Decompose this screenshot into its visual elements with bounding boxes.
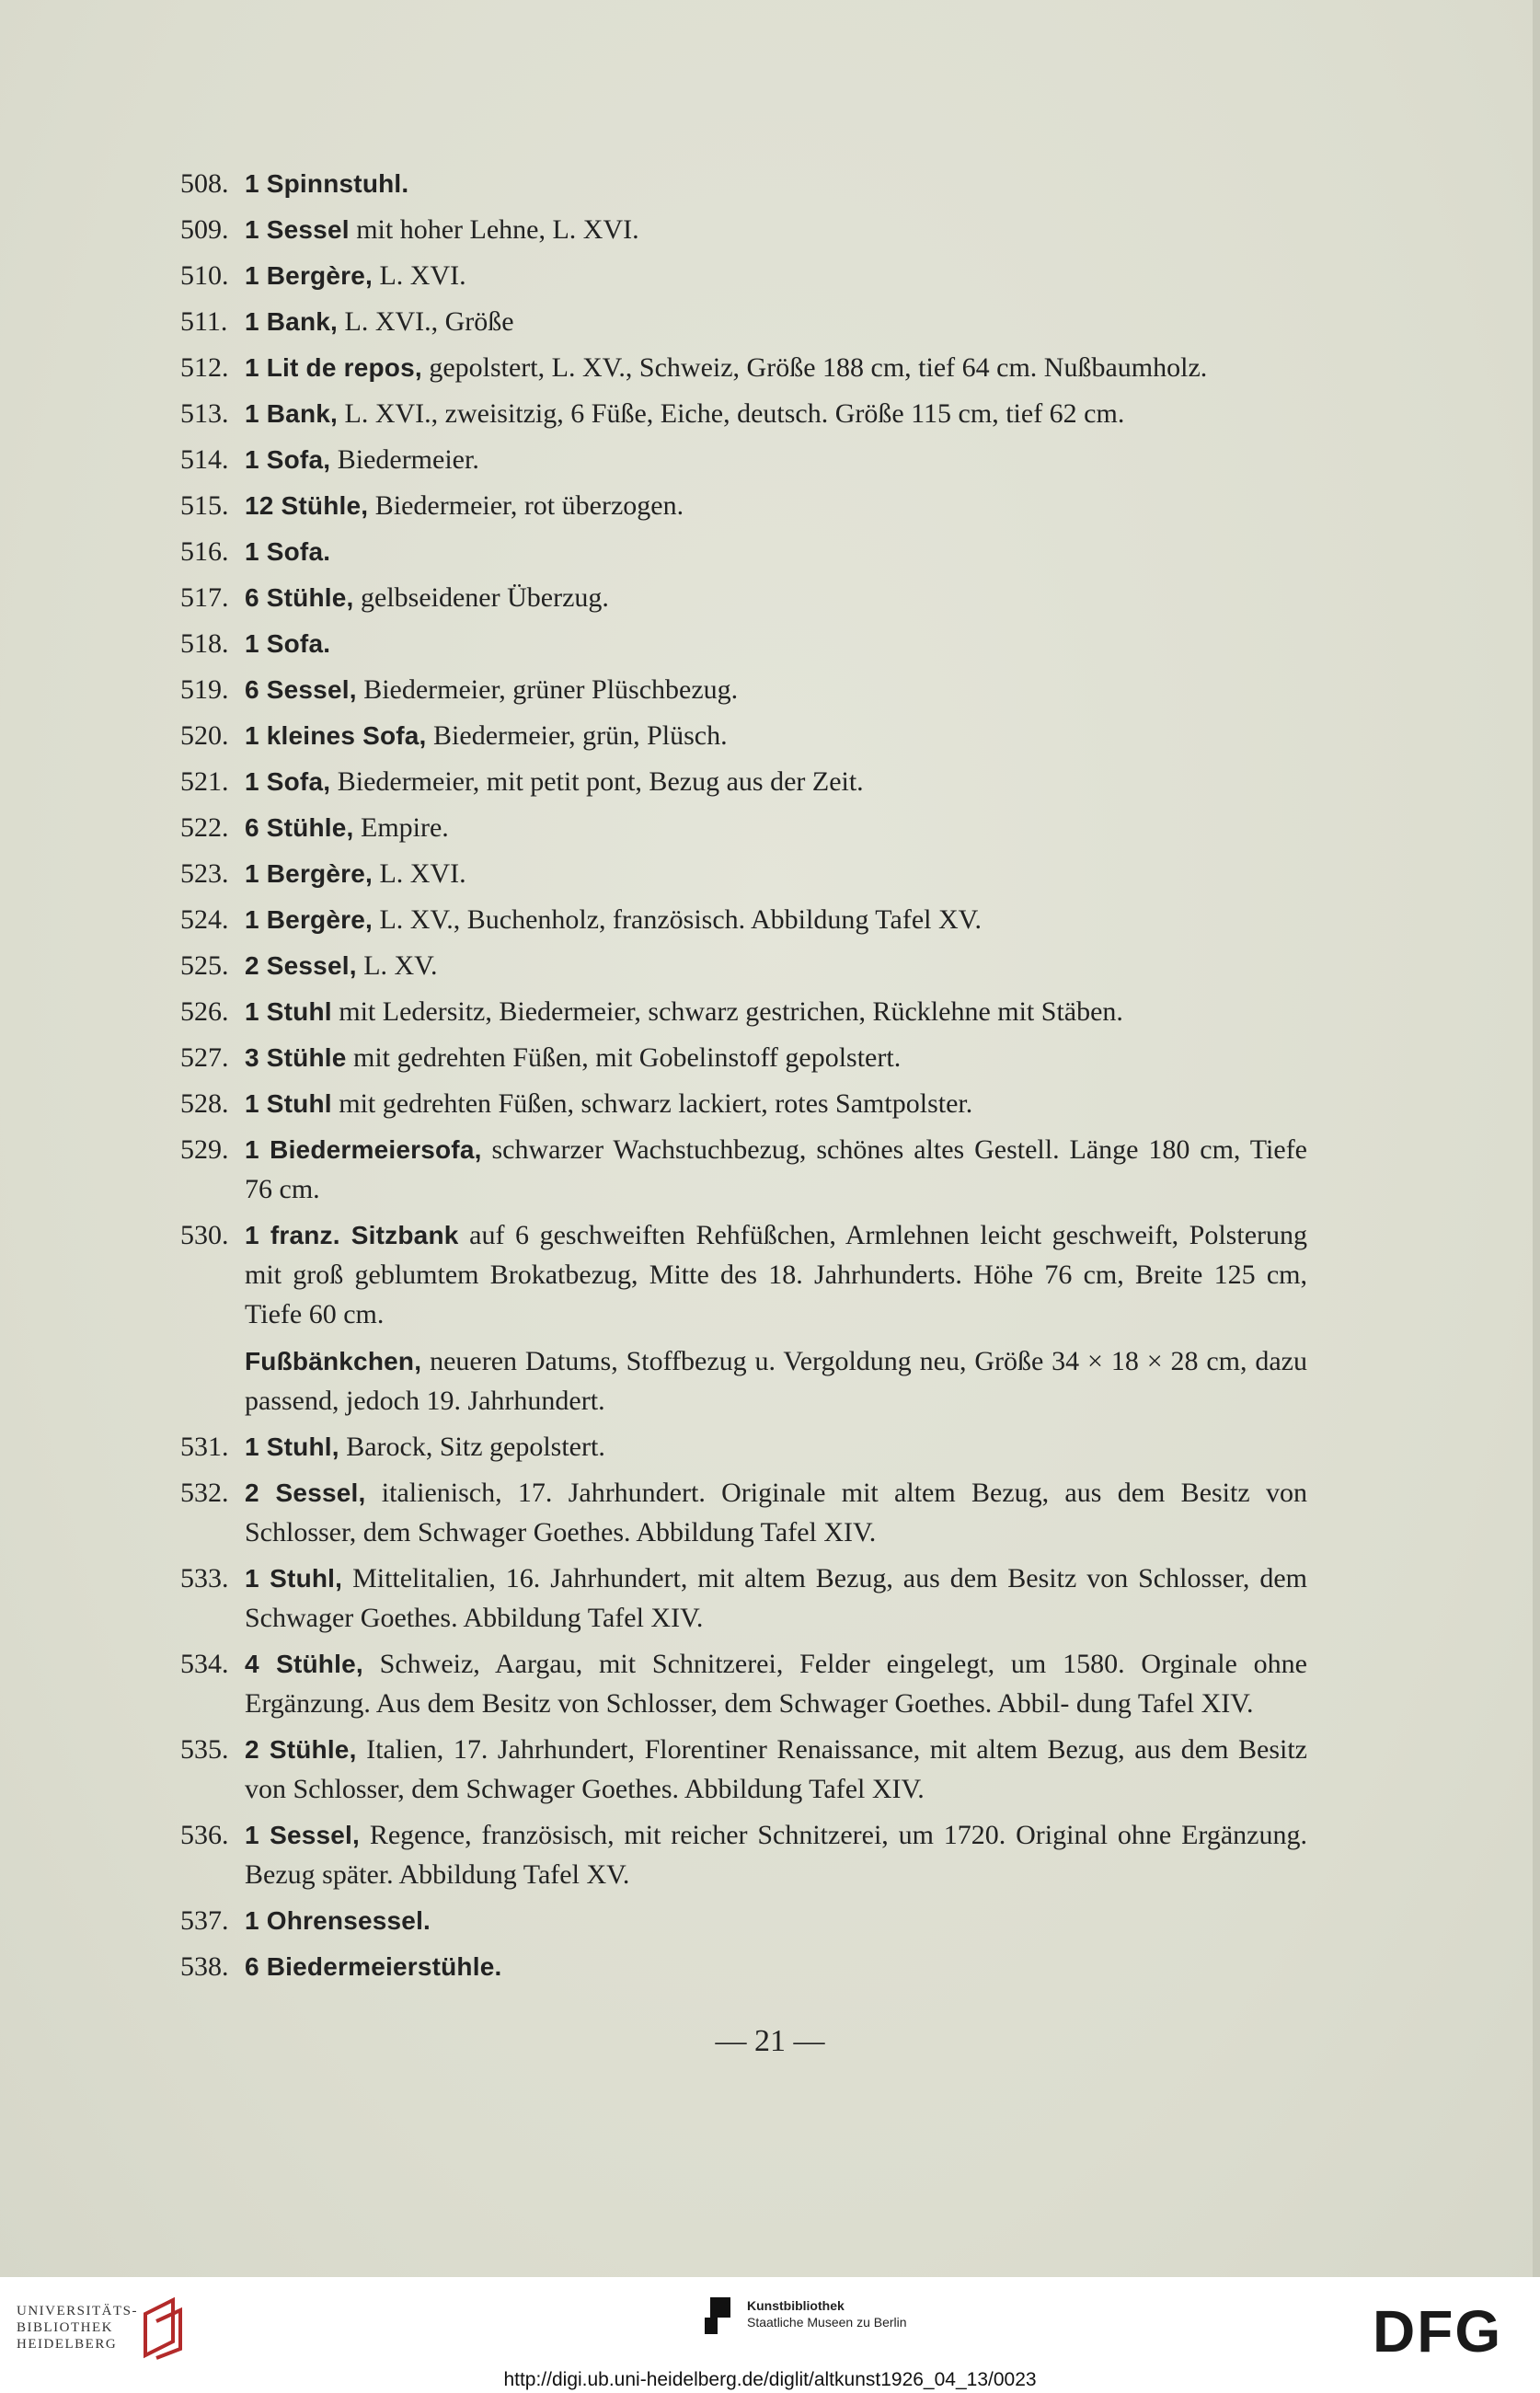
catalog-entry bbox=[180, 1644, 1307, 1723]
entry-title: 1 Ohrensessel. bbox=[245, 1906, 431, 1935]
entry-description: Biedermeier, mit petit pont, Bezug aus der Zeit. bbox=[330, 766, 864, 797]
catalog-entry bbox=[180, 348, 1307, 387]
entry-number: 537. bbox=[180, 1905, 229, 1936]
entry-number: 511. bbox=[180, 306, 228, 337]
catalog-entry bbox=[180, 1473, 1307, 1552]
entry-title: 1 Sessel, bbox=[245, 1821, 361, 1849]
entry-description: Biedermeier, grüner Plüschbezug. bbox=[356, 674, 739, 705]
entry-number: 529. bbox=[180, 1134, 229, 1165]
ub-heidelberg-wordmark[interactable] bbox=[17, 2303, 138, 2353]
entry-text bbox=[245, 716, 1307, 755]
entry-description: Schweiz, Aargau, mit Schnitzerei, Felder eingelegt, um 1580. Orginale ohne Ergänzung. Aus dem Besitz von Schlosser, dem Schwager Goethes. Abbil- dung Tafel XIV. bbox=[245, 1649, 1307, 1719]
entry-title: 2 Stühle, bbox=[245, 1735, 357, 1764]
entry-number: 522. bbox=[180, 812, 229, 843]
kb-line-2: Staatliche Museen zu Berlin bbox=[747, 2315, 907, 2330]
catalog-entry bbox=[180, 256, 1307, 295]
catalog-entry bbox=[180, 1130, 1307, 1209]
entry-title: 1 Biedermeiersofa, bbox=[245, 1135, 482, 1164]
entry-text bbox=[245, 210, 1307, 249]
catalog-entry bbox=[180, 1038, 1307, 1077]
entry-description: L. XV., Buchenholz, französisch. Abbildung Tafel XV. bbox=[372, 904, 982, 935]
entry-description: mit gedrehten Füßen, mit Gobelinstoff gepolstert. bbox=[346, 1042, 902, 1073]
catalog-entry bbox=[180, 1815, 1307, 1894]
catalog-entry bbox=[180, 532, 1307, 571]
entry-number: 508. bbox=[180, 168, 229, 199]
entry-number: 535. bbox=[180, 1734, 229, 1765]
entry-number: 509. bbox=[180, 214, 229, 245]
entry-text bbox=[245, 348, 1307, 387]
entry-number: 536. bbox=[180, 1820, 229, 1850]
catalog-entry bbox=[180, 946, 1307, 985]
entry-text bbox=[245, 1038, 1307, 1077]
entry-description: Mittelitalien, 16. Jahrhundert, mit altem Bezug, aus dem Besitz von Schlosser, dem Schwager Goethes. Abbildung Tafel XIV. bbox=[245, 1563, 1307, 1633]
entry-number: 527. bbox=[180, 1042, 229, 1073]
entry-text bbox=[245, 164, 1307, 203]
entry-number: 515. bbox=[180, 490, 229, 521]
entry-description: mit Ledersitz, Biedermeier, schwarz gestrichen, Rücklehne mit Stäben. bbox=[331, 996, 1123, 1027]
entry-text bbox=[245, 900, 1307, 939]
entry-description: L. XVI., Größe bbox=[338, 306, 514, 337]
entry-number: 538. bbox=[180, 1951, 229, 1982]
entry-text bbox=[245, 1901, 1307, 1940]
catalog-entry bbox=[180, 1901, 1307, 1940]
entry-number: 514. bbox=[180, 444, 229, 475]
entry-title: 1 Sofa. bbox=[245, 629, 331, 658]
entry-title: 1 kleines Sofa, bbox=[245, 721, 427, 750]
entry-number: 516. bbox=[180, 536, 229, 567]
entry-number: 532. bbox=[180, 1478, 229, 1508]
entry-number: 525. bbox=[180, 950, 229, 981]
entry-title: 6 Stühle, bbox=[245, 583, 354, 612]
entry-text bbox=[245, 532, 1307, 571]
entry-number: 510. bbox=[180, 260, 229, 291]
entry-number: 526. bbox=[180, 996, 229, 1027]
entry-title: 2 Sessel, bbox=[245, 1478, 366, 1507]
ub-heidelberg-logo-icon[interactable] bbox=[136, 2295, 191, 2360]
entry-description: italienisch, 17. Jahrhundert. Originale mit altem Bezug, aus dem Besitz von Schlosser, dem Schwager Goethes. Abbildung Tafel XIV. bbox=[245, 1478, 1307, 1547]
sub-item-description: neueren Datums, Stoffbezug u. Vergoldung neu, Größe 34 × 18 × 28 cm, dazu passend, jedoch 19. Jahrhundert. bbox=[245, 1346, 1307, 1416]
entry-title: 1 Lit de repos, bbox=[245, 353, 422, 382]
catalog-entry bbox=[180, 762, 1307, 801]
entry-description: Barock, Sitz gepolstert. bbox=[339, 1432, 605, 1462]
entry-title: 6 Biedermeierstühle. bbox=[245, 1952, 502, 1981]
catalog-entry bbox=[180, 1427, 1307, 1467]
catalog-entry bbox=[180, 1215, 1307, 1421]
entry-title: 4 Stühle, bbox=[245, 1650, 363, 1678]
entry-text bbox=[245, 578, 1307, 617]
ub-line-1: UNIVERSITÄTS- bbox=[17, 2304, 138, 2318]
entry-text bbox=[245, 302, 1307, 341]
dfg-logo[interactable]: DFG bbox=[1373, 2298, 1503, 2364]
entry-text bbox=[245, 762, 1307, 801]
entry-title: 6 Sessel, bbox=[245, 675, 357, 704]
catalog-entry bbox=[180, 624, 1307, 663]
catalog-entry bbox=[180, 854, 1307, 893]
catalog-entry bbox=[180, 440, 1307, 479]
entry-title: 1 franz. Sitzbank bbox=[245, 1221, 459, 1249]
entry-text bbox=[245, 1559, 1307, 1638]
entry-text bbox=[245, 1815, 1307, 1894]
entry-number: 534. bbox=[180, 1649, 229, 1679]
entry-description: Biedermeier. bbox=[330, 444, 479, 475]
entry-title: 1 Sofa, bbox=[245, 767, 331, 796]
catalog-entry bbox=[180, 808, 1307, 847]
entry-number: 520. bbox=[180, 720, 229, 751]
entry-title: 1 Bergère, bbox=[245, 905, 373, 934]
catalog-list bbox=[180, 164, 1307, 1993]
entry-description: L. XV. bbox=[356, 950, 438, 981]
entry-title: 1 Bank, bbox=[245, 307, 338, 336]
catalog-entry bbox=[180, 164, 1307, 203]
entry-text bbox=[245, 1730, 1307, 1809]
entry-title: 1 Bergère, bbox=[245, 859, 373, 888]
entry-title: 1 Stuhl bbox=[245, 1089, 332, 1118]
entry-number: 533. bbox=[180, 1563, 229, 1593]
entry-text bbox=[245, 854, 1307, 893]
entry-text bbox=[245, 946, 1307, 985]
entry-number: 530. bbox=[180, 1220, 229, 1250]
entry-text bbox=[245, 1473, 1307, 1552]
sub-item-title: Fußbänkchen, bbox=[245, 1347, 422, 1375]
entry-description: gelbseidener Überzug. bbox=[353, 582, 609, 613]
entry-text bbox=[245, 1215, 1307, 1421]
entry-description: L. XVI., zweisitzig, 6 Füße, Eiche, deutsch. Größe 115 cm, tief 62 cm. bbox=[338, 398, 1125, 429]
ub-line-3: HEIDELBERG bbox=[17, 2337, 118, 2352]
catalog-entry bbox=[180, 900, 1307, 939]
entry-text bbox=[245, 1084, 1307, 1123]
entry-title: 1 Stuhl bbox=[245, 997, 332, 1026]
catalog-entry bbox=[180, 716, 1307, 755]
entry-title: 1 Stuhl, bbox=[245, 1564, 343, 1593]
entry-number: 518. bbox=[180, 628, 229, 659]
page-edge bbox=[1533, 0, 1540, 2277]
entry-text bbox=[245, 1427, 1307, 1467]
entry-text bbox=[245, 670, 1307, 709]
entry-description: schwarzer Wachstuchbezug, schönes altes Gestell. Länge 180 cm, Tiefe 76 cm. bbox=[245, 1134, 1307, 1204]
entry-number: 512. bbox=[180, 352, 229, 383]
entry-title: 1 Sessel bbox=[245, 215, 350, 244]
entry-description: mit hoher Lehne, L. XVI. bbox=[349, 214, 639, 245]
catalog-entry bbox=[180, 1084, 1307, 1123]
entry-number: 519. bbox=[180, 674, 229, 705]
entry-title: 1 Bergère, bbox=[245, 261, 373, 290]
catalog-entry bbox=[180, 1559, 1307, 1638]
entry-text bbox=[245, 1644, 1307, 1723]
entry-title: 2 Sessel, bbox=[245, 951, 357, 980]
entry-text bbox=[245, 486, 1307, 525]
entry-text bbox=[245, 808, 1307, 847]
entry-title: 1 Sofa. bbox=[245, 537, 331, 566]
entry-number: 521. bbox=[180, 766, 229, 797]
entry-text bbox=[245, 1947, 1307, 1986]
entry-title: 3 Stühle bbox=[245, 1043, 347, 1072]
entry-description: L. XVI. bbox=[372, 858, 466, 889]
entry-description: auf 6 geschweiften Rehfüßchen, Armlehnen leicht geschweift, Polsterung mit groß geblumtem Brokatbezug, Mitte des 18. Jahrhunderts. Höhe 76 cm, Breite 125 cm, Tiefe 60 cm. bbox=[245, 1220, 1308, 1329]
entry-title: 1 Stuhl, bbox=[245, 1432, 339, 1461]
catalog-entry bbox=[180, 1947, 1307, 1986]
kb-line-1: Kunstbibliothek bbox=[747, 2298, 845, 2313]
catalog-entry bbox=[180, 210, 1307, 249]
catalog-entry bbox=[180, 992, 1307, 1031]
entry-number: 531. bbox=[180, 1432, 229, 1462]
catalog-entry bbox=[180, 394, 1307, 433]
entry-text bbox=[245, 256, 1307, 295]
catalog-entry bbox=[180, 302, 1307, 341]
entry-title: 1 Bank, bbox=[245, 399, 338, 428]
catalog-entry bbox=[180, 578, 1307, 617]
entry-text bbox=[245, 1130, 1307, 1209]
ub-line-2: BIBLIOTHEK bbox=[17, 2320, 113, 2335]
entry-description: gepolstert, L. XV., Schweiz, Größe 188 cm, tief 64 cm. Nußbaumholz. bbox=[421, 352, 1208, 383]
entry-number: 524. bbox=[180, 904, 229, 935]
entry-description: Italien, 17. Jahrhundert, Florentiner Renaissance, mit altem Bezug, aus dem Besitz von Schlosser, dem Schwager Goethes. Abbildung Tafel XIV. bbox=[245, 1734, 1307, 1804]
entry-number: 517. bbox=[180, 582, 229, 613]
entry-title: 1 Sofa, bbox=[245, 445, 331, 474]
entry-sub-item bbox=[245, 1341, 1307, 1421]
entry-description: Biedermeier, grün, Plüsch. bbox=[426, 720, 728, 751]
entry-title: 6 Stühle, bbox=[245, 813, 354, 842]
entry-number: 523. bbox=[180, 858, 229, 889]
entry-text bbox=[245, 440, 1307, 479]
entry-number: 528. bbox=[180, 1088, 229, 1119]
catalog-entry bbox=[180, 1730, 1307, 1809]
entry-description: mit gedrehten Füßen, schwarz lackiert, rotes Samtpolster. bbox=[331, 1088, 973, 1119]
entry-text bbox=[245, 624, 1307, 663]
entry-title: 1 Spinnstuhl. bbox=[245, 169, 409, 198]
permalink-url[interactable]: http://digi.ub.uni-heidelberg.de/diglit/altkunst1926_04_13/0023 bbox=[503, 2369, 1037, 2390]
catalog-entry bbox=[180, 670, 1307, 709]
page-number: — 21 — bbox=[715, 2024, 825, 2058]
entry-description: L. XVI. bbox=[372, 260, 466, 291]
entry-description: Biedermeier, rot überzogen. bbox=[368, 490, 684, 521]
entry-number: 513. bbox=[180, 398, 229, 429]
entry-text bbox=[245, 992, 1307, 1031]
entry-title: 12 Stühle, bbox=[245, 491, 369, 520]
kunstbibliothek-logo-icon[interactable] bbox=[705, 2297, 736, 2334]
entry-text bbox=[245, 394, 1307, 433]
entry-description: Regence, französisch, mit reicher Schnitzerei, um 1720. Original ohne Ergänzung. Bezug später. Abbildung Tafel XV. bbox=[245, 1820, 1307, 1890]
entry-description: Empire. bbox=[353, 812, 449, 843]
kunstbibliothek-wordmark[interactable] bbox=[747, 2297, 907, 2330]
catalog-entry bbox=[180, 486, 1307, 525]
